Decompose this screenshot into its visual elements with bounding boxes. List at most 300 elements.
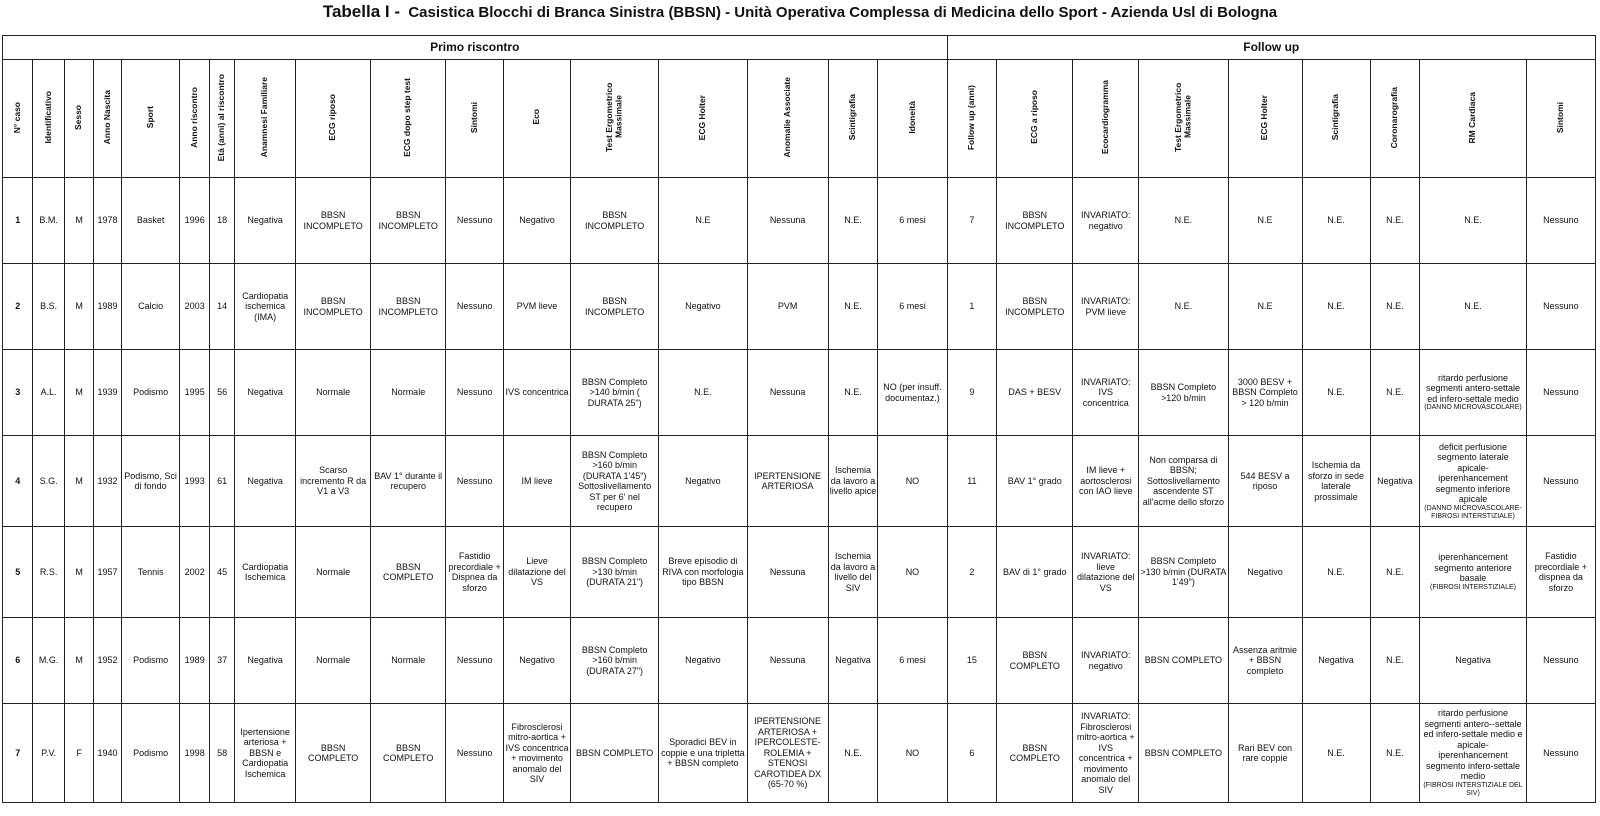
cell-text: PVM bbox=[777, 301, 798, 312]
cell-text: ritardo perfusione segmenti antero--settale ed infero-settale medio e apicale- iperenhancement segmento infero-settale medio bbox=[1423, 708, 1523, 782]
rm-note: (DANNO MICROVASCOLARE) bbox=[1424, 404, 1522, 412]
cell-text: 1989 bbox=[97, 301, 118, 312]
table-cell bbox=[828, 436, 878, 527]
cell-text: Normale bbox=[316, 655, 351, 666]
table-cell bbox=[209, 618, 234, 704]
table-cell bbox=[997, 178, 1073, 264]
table-cell bbox=[1526, 436, 1595, 527]
cell-text: 2002 bbox=[184, 566, 205, 577]
column-header-label: Test Ergometrico Massimale bbox=[1172, 82, 1193, 152]
table-cell bbox=[371, 264, 446, 350]
cell-text: Tennis bbox=[137, 566, 164, 577]
column-header-label: Sintomi bbox=[468, 101, 479, 133]
cell-text: 6 bbox=[969, 747, 975, 758]
table-cell bbox=[747, 436, 828, 527]
table-cell bbox=[1073, 264, 1139, 350]
column-header-label: Anamnesi Familiare bbox=[259, 77, 270, 158]
column-header-label: Sport bbox=[144, 106, 155, 129]
column-header-label: Eco bbox=[531, 109, 542, 126]
cell-text: N.E. bbox=[1464, 215, 1482, 226]
column-header bbox=[209, 60, 234, 178]
cell-text: Negativo bbox=[685, 301, 721, 312]
table-cell bbox=[121, 618, 180, 704]
table-cell bbox=[1420, 350, 1527, 436]
cell-text: Negativo bbox=[1247, 566, 1283, 577]
cell-text: Normale bbox=[316, 566, 351, 577]
column-header bbox=[747, 60, 828, 178]
cell-text: BBSN COMPLETO bbox=[1009, 650, 1060, 671]
cell-text: 6 mesi bbox=[899, 655, 926, 666]
column-header-label: Anno Nascita bbox=[101, 90, 112, 145]
cell-text: INVARIATO: lieve dilatazione del VS bbox=[1077, 551, 1135, 593]
table-cell bbox=[33, 436, 64, 527]
column-header-label: ECG Holter bbox=[697, 94, 708, 140]
cell-text: ritardo perfusione segmenti antero-settale ed infero-settale medio bbox=[1425, 372, 1521, 404]
cell-text: Negativo bbox=[685, 655, 721, 666]
cell-text: BBSN Completo >160 b/min (DURATA 1'45") Sottoslivellamento ST per 6' nel recupero bbox=[578, 449, 652, 512]
table-cell bbox=[209, 350, 234, 436]
table-cell bbox=[828, 264, 878, 350]
table-cell bbox=[947, 527, 997, 618]
cell-text: M bbox=[75, 215, 83, 226]
table-cell bbox=[659, 178, 747, 264]
cell-text: P.V. bbox=[41, 747, 57, 758]
cell-text: Normale bbox=[316, 387, 351, 398]
cell-text: N.E. bbox=[1386, 215, 1404, 226]
table-cell bbox=[371, 704, 446, 803]
table-cell bbox=[997, 704, 1073, 803]
table-row bbox=[3, 704, 1596, 803]
cell-text: 2 bbox=[969, 566, 975, 577]
cell-text: Negativa bbox=[1455, 655, 1491, 666]
cell-text: 15 bbox=[966, 655, 977, 666]
cell-text: Nessuna bbox=[769, 215, 806, 226]
rm-note: (FIBROSI INTERSTIZIALE) bbox=[1430, 583, 1516, 591]
table-cell bbox=[371, 618, 446, 704]
cell-text: Basket bbox=[136, 215, 165, 226]
cell-text: IM lieve bbox=[521, 475, 553, 486]
table-cell bbox=[1139, 704, 1228, 803]
table-cell bbox=[1420, 264, 1527, 350]
column-header-label: Sintomi bbox=[1555, 101, 1566, 133]
cell-text: N.E. bbox=[1464, 301, 1482, 312]
cell-text: 1978 bbox=[97, 215, 118, 226]
cell-text: BBSN COMPLETO bbox=[1144, 747, 1223, 758]
column-header-label: Scintigrafia bbox=[1330, 94, 1341, 141]
cell-text: INVARIATO: negativo bbox=[1081, 650, 1131, 671]
cell-text: BBSN Completo >120 b/min bbox=[1150, 382, 1217, 403]
table-cell bbox=[121, 350, 180, 436]
cell-text: Nessuno bbox=[1543, 301, 1579, 312]
cell-text: Lieve dilatazione del VS bbox=[508, 556, 566, 588]
cell-text: Nessuno bbox=[1543, 747, 1579, 758]
cell-text: R.S. bbox=[39, 566, 58, 577]
cell-text: N.E bbox=[1257, 301, 1273, 312]
cell-text: A.L. bbox=[40, 387, 57, 398]
table-cell bbox=[1526, 264, 1595, 350]
table-cell bbox=[947, 436, 997, 527]
column-header-label: Scintigrafia bbox=[847, 94, 858, 141]
table-cell bbox=[1073, 436, 1139, 527]
table-cell bbox=[504, 178, 571, 264]
cell-text: BAV 1° durante il recupero bbox=[374, 470, 443, 491]
cell-text: Negativa bbox=[247, 475, 283, 486]
cell-text: N.E. bbox=[1327, 215, 1345, 226]
cell-text: Normale bbox=[391, 655, 426, 666]
column-header bbox=[1526, 60, 1595, 178]
table-title bbox=[0, 2, 1600, 22]
table-cell bbox=[878, 436, 947, 527]
cell-text: Calcio bbox=[138, 301, 164, 312]
cell-text: 1 bbox=[969, 301, 975, 312]
table-cell bbox=[878, 350, 947, 436]
table-cell bbox=[121, 704, 180, 803]
cell-text: Assenza aritmie + BBSN completo bbox=[1233, 644, 1298, 676]
table-cell bbox=[1526, 350, 1595, 436]
table-cell bbox=[296, 704, 371, 803]
column-header-label: ECG riposo bbox=[327, 93, 338, 141]
table-cell bbox=[446, 436, 504, 527]
cell-text: 1998 bbox=[184, 747, 205, 758]
cell-text: DAS + BESV bbox=[1008, 387, 1062, 398]
cell-text: N.E. bbox=[1386, 747, 1404, 758]
table-cell bbox=[1302, 436, 1370, 527]
table-row bbox=[3, 618, 1596, 704]
group-primo-riscontro: Primo riscontro bbox=[3, 36, 948, 60]
table-cell bbox=[947, 178, 997, 264]
cell-text: Nessuna bbox=[769, 655, 806, 666]
cell-text: 1995 bbox=[184, 387, 205, 398]
table-cell bbox=[947, 264, 997, 350]
cell-text: N.E. bbox=[844, 387, 862, 398]
cell-text: B.S. bbox=[40, 301, 58, 312]
cell-text: N.E. bbox=[844, 301, 862, 312]
table-cell bbox=[235, 527, 296, 618]
cell-text: BBSN INCOMPLETO bbox=[303, 210, 363, 231]
table-cell bbox=[878, 264, 947, 350]
cell-text: BBSN COMPLETO bbox=[307, 742, 359, 763]
table-cell bbox=[659, 264, 747, 350]
cell-text: IM lieve + aortosclerosi con IAO lieve bbox=[1079, 465, 1133, 497]
cell-text: BBSN Completo >140 b/min ( DURATA 25") bbox=[581, 376, 648, 408]
table-cell bbox=[296, 527, 371, 618]
column-header bbox=[947, 60, 997, 178]
table-cell bbox=[209, 178, 234, 264]
cell-text: Ischemia da sforzo in sede laterale prossimale bbox=[1308, 460, 1365, 502]
table-cell bbox=[64, 264, 93, 350]
table-cell bbox=[94, 618, 121, 704]
table-cell bbox=[446, 527, 504, 618]
table-cell bbox=[828, 704, 878, 803]
cell-text: N.E. bbox=[1386, 655, 1404, 666]
cell-text: Ischemia da lavoro a livello del SIV bbox=[830, 551, 876, 593]
table-cell bbox=[371, 527, 446, 618]
cell-text: Nessuna bbox=[769, 387, 806, 398]
table-cell bbox=[446, 618, 504, 704]
table-cell bbox=[504, 704, 571, 803]
table-cell bbox=[94, 436, 121, 527]
table-cell bbox=[1073, 704, 1139, 803]
table-cell bbox=[1139, 264, 1228, 350]
table-cell bbox=[33, 618, 64, 704]
column-header bbox=[878, 60, 947, 178]
table-cell bbox=[571, 618, 659, 704]
table-cell bbox=[1302, 350, 1370, 436]
table-cell bbox=[121, 527, 180, 618]
table-cell bbox=[33, 264, 64, 350]
cell-text: Nessuna bbox=[769, 566, 806, 577]
group-follow-up: Follow up bbox=[947, 36, 1595, 60]
table-cell bbox=[1139, 618, 1228, 704]
table-cell bbox=[1228, 178, 1302, 264]
table-cell bbox=[659, 618, 747, 704]
cell-text: Negativa bbox=[1318, 655, 1354, 666]
cell-text: 1989 bbox=[184, 655, 205, 666]
cell-text: BBSN COMPLETO bbox=[1009, 742, 1060, 763]
column-header-label: ECG a riposo bbox=[1029, 90, 1040, 145]
table-cell bbox=[209, 704, 234, 803]
table-cell bbox=[64, 527, 93, 618]
column-header bbox=[94, 60, 121, 178]
cell-text: 1996 bbox=[184, 215, 205, 226]
cell-text: Negativa bbox=[247, 387, 283, 398]
cell-text: 61 bbox=[217, 475, 228, 486]
table-cell bbox=[1228, 436, 1302, 527]
table-cell bbox=[3, 704, 33, 803]
cell-text: 4 bbox=[15, 475, 21, 486]
table-cell bbox=[3, 618, 33, 704]
table-cell bbox=[446, 704, 504, 803]
cell-text: Nessuno bbox=[456, 301, 493, 312]
cell-text: Nessuno bbox=[1543, 655, 1579, 666]
table-row bbox=[3, 436, 1596, 527]
cell-text: NO (per insuff. documentaz.) bbox=[883, 382, 942, 403]
cell-text: 14 bbox=[217, 301, 228, 312]
column-header-label: ECG dopo step test bbox=[402, 77, 413, 157]
table-cell bbox=[1139, 436, 1228, 527]
table-cell bbox=[1302, 704, 1370, 803]
cell-text: Nessuno bbox=[456, 747, 493, 758]
cell-text: N.E. bbox=[694, 387, 712, 398]
table-cell bbox=[571, 350, 659, 436]
table-cell bbox=[33, 178, 64, 264]
column-header bbox=[121, 60, 180, 178]
cell-text: N.E bbox=[1257, 215, 1273, 226]
table-cell bbox=[1370, 264, 1420, 350]
column-header bbox=[571, 60, 659, 178]
table-cell bbox=[997, 436, 1073, 527]
cell-text: N.E. bbox=[844, 215, 862, 226]
cell-text: 7 bbox=[969, 215, 975, 226]
table-cell bbox=[371, 436, 446, 527]
table-cell bbox=[878, 527, 947, 618]
table-cell bbox=[1370, 350, 1420, 436]
table-cell bbox=[94, 527, 121, 618]
table-cell bbox=[997, 618, 1073, 704]
cell-text: Fastidio precordiale + Dispnea da sforzo bbox=[448, 551, 501, 593]
table-cell bbox=[1139, 527, 1228, 618]
column-header bbox=[64, 60, 93, 178]
table-cell bbox=[235, 618, 296, 704]
table-cell bbox=[180, 178, 209, 264]
cell-text: BBSN Completo >160 b/min (DURATA 27") bbox=[581, 644, 648, 676]
table-cell bbox=[1370, 527, 1420, 618]
cell-text: Breve episodio di RIVA con morfologia tipo BBSN bbox=[662, 556, 744, 588]
column-header bbox=[1370, 60, 1420, 178]
table-cell bbox=[121, 264, 180, 350]
column-header-label: N° caso bbox=[11, 101, 22, 133]
table-cell bbox=[94, 704, 121, 803]
table-cell bbox=[3, 527, 33, 618]
table-cell bbox=[947, 350, 997, 436]
table-cell bbox=[3, 436, 33, 527]
column-header bbox=[371, 60, 446, 178]
column-header bbox=[504, 60, 571, 178]
table-cell bbox=[878, 178, 947, 264]
cell-text: Normale bbox=[391, 387, 426, 398]
cell-text: Fastidio precordiale + dispnea da sforzo bbox=[1534, 551, 1588, 593]
table-cell bbox=[504, 618, 571, 704]
cell-text: M bbox=[75, 475, 83, 486]
cell-text: 1957 bbox=[97, 566, 118, 577]
column-header-label: Follow up (anni) bbox=[966, 84, 977, 150]
table-cell bbox=[1139, 178, 1228, 264]
column-header bbox=[1139, 60, 1228, 178]
table-container bbox=[2, 35, 1596, 803]
cell-text: iperenhancement segmento anteriore basale bbox=[1434, 552, 1512, 584]
table-cell bbox=[296, 350, 371, 436]
table-cell bbox=[504, 436, 571, 527]
table-cell bbox=[64, 178, 93, 264]
cell-text: Nessuno bbox=[1543, 475, 1579, 486]
table-cell bbox=[1370, 178, 1420, 264]
cell-text: F bbox=[76, 747, 82, 758]
table-cell bbox=[1526, 618, 1595, 704]
table-cell bbox=[504, 350, 571, 436]
column-header-label: Test Ergometrico Massimale bbox=[604, 82, 624, 152]
table-cell bbox=[64, 350, 93, 436]
cell-text: 6 bbox=[15, 655, 21, 666]
cell-text: M bbox=[75, 387, 83, 398]
column-header-label: Anomalie Associate bbox=[781, 77, 792, 158]
table-cell bbox=[1073, 527, 1139, 618]
cell-text: 3 bbox=[15, 387, 21, 398]
table-cell bbox=[180, 436, 209, 527]
column-header-label: Identificativo bbox=[42, 91, 53, 144]
column-header bbox=[1420, 60, 1527, 178]
cell-text: BBSN COMPLETO bbox=[383, 742, 434, 763]
table-cell bbox=[235, 178, 296, 264]
cell-text: 544 BESV a riposo bbox=[1240, 470, 1290, 491]
cell-text: BBSN COMPLETO bbox=[1144, 655, 1223, 666]
table-cell bbox=[659, 704, 747, 803]
cell-text: 6 mesi bbox=[899, 301, 926, 312]
bbsn-table bbox=[2, 35, 1596, 803]
table-cell bbox=[1302, 178, 1370, 264]
column-header bbox=[446, 60, 504, 178]
cell-text: N.E. bbox=[1327, 301, 1345, 312]
table-cell bbox=[64, 704, 93, 803]
cell-text: Nessuno bbox=[456, 475, 493, 486]
table-row bbox=[3, 264, 1596, 350]
cell-text: Podismo bbox=[133, 387, 169, 398]
table-cell bbox=[1228, 704, 1302, 803]
table-cell bbox=[296, 618, 371, 704]
table-cell bbox=[1420, 178, 1527, 264]
table-cell bbox=[371, 178, 446, 264]
cell-text: BBSN COMPLETO bbox=[383, 561, 434, 582]
cell-text: M.G. bbox=[38, 655, 59, 666]
cell-text: NO bbox=[905, 566, 920, 577]
cell-text: BBSN INCOMPLETO bbox=[584, 296, 645, 317]
cell-text: BBSN INCOMPLETO bbox=[378, 210, 438, 231]
table-cell bbox=[1370, 704, 1420, 803]
table-cell bbox=[180, 264, 209, 350]
cell-text: BBSN INCOMPLETO bbox=[1005, 296, 1065, 317]
cell-text: BBSN INCOMPLETO bbox=[584, 210, 645, 231]
cell-text: BBSN Completo >130 b/min (DURATA 1'49") bbox=[1140, 556, 1227, 588]
cell-text: 18 bbox=[217, 215, 228, 226]
cell-text: N.E. bbox=[844, 747, 862, 758]
column-header bbox=[1302, 60, 1370, 178]
rm-note: (FIBROSI INTERSTIZIALE DEL SIV) bbox=[1423, 781, 1523, 797]
table-cell bbox=[1420, 527, 1527, 618]
table-cell bbox=[659, 527, 747, 618]
cell-text: Negativo bbox=[685, 475, 721, 486]
cell-text: BBSN COMPLETO bbox=[575, 747, 654, 758]
cell-text: Non comparsa di BBSN; Sottoslivellamento ascendente ST all'acme dello sforzo bbox=[1142, 454, 1225, 507]
cell-text: Fibrosclerosi mitro-aortica + IVS concentrica + movimento anomalo del SIV bbox=[505, 721, 569, 784]
table-cell bbox=[296, 436, 371, 527]
table-cell bbox=[997, 264, 1073, 350]
cell-text: 3000 BESV + BBSN Completo > 120 b/min bbox=[1232, 376, 1298, 408]
table-cell bbox=[64, 436, 93, 527]
cell-text: 9 bbox=[969, 387, 975, 398]
column-header-label: RM Cardiaca bbox=[1467, 91, 1478, 143]
table-cell bbox=[121, 178, 180, 264]
table-cell bbox=[446, 350, 504, 436]
cell-text: Cardiopatia Ischemica bbox=[242, 561, 289, 582]
cell-text: N.E. bbox=[1386, 387, 1404, 398]
table-cell bbox=[947, 618, 997, 704]
table-cell bbox=[1302, 618, 1370, 704]
column-header bbox=[997, 60, 1073, 178]
cell-text: 2003 bbox=[184, 301, 205, 312]
cell-text: 5 bbox=[15, 566, 21, 577]
table-cell bbox=[1526, 704, 1595, 803]
table-row bbox=[3, 527, 1596, 618]
table-cell bbox=[94, 264, 121, 350]
cell-text: 11 bbox=[967, 475, 977, 486]
cell-text: 1932 bbox=[97, 475, 118, 486]
table-cell bbox=[371, 350, 446, 436]
cell-text: INVARIATO: IVS concentrica bbox=[1081, 376, 1131, 408]
column-header bbox=[3, 60, 33, 178]
table-cell bbox=[180, 618, 209, 704]
cell-text: 58 bbox=[217, 747, 228, 758]
table-cell bbox=[1420, 618, 1527, 704]
table-cell bbox=[947, 704, 997, 803]
cell-text: 1952 bbox=[97, 655, 118, 666]
table-cell bbox=[1139, 350, 1228, 436]
table-cell bbox=[504, 527, 571, 618]
table-cell bbox=[209, 264, 234, 350]
table-cell bbox=[209, 527, 234, 618]
table-cell bbox=[446, 264, 504, 350]
cell-text: IPERTENSIONE ARTERIOSA + IPERCOLESTE- ROLEMIA + STENOSI CAROTIDEA DX (65-70 %) bbox=[754, 716, 822, 790]
table-cell bbox=[828, 178, 878, 264]
table-cell bbox=[180, 350, 209, 436]
